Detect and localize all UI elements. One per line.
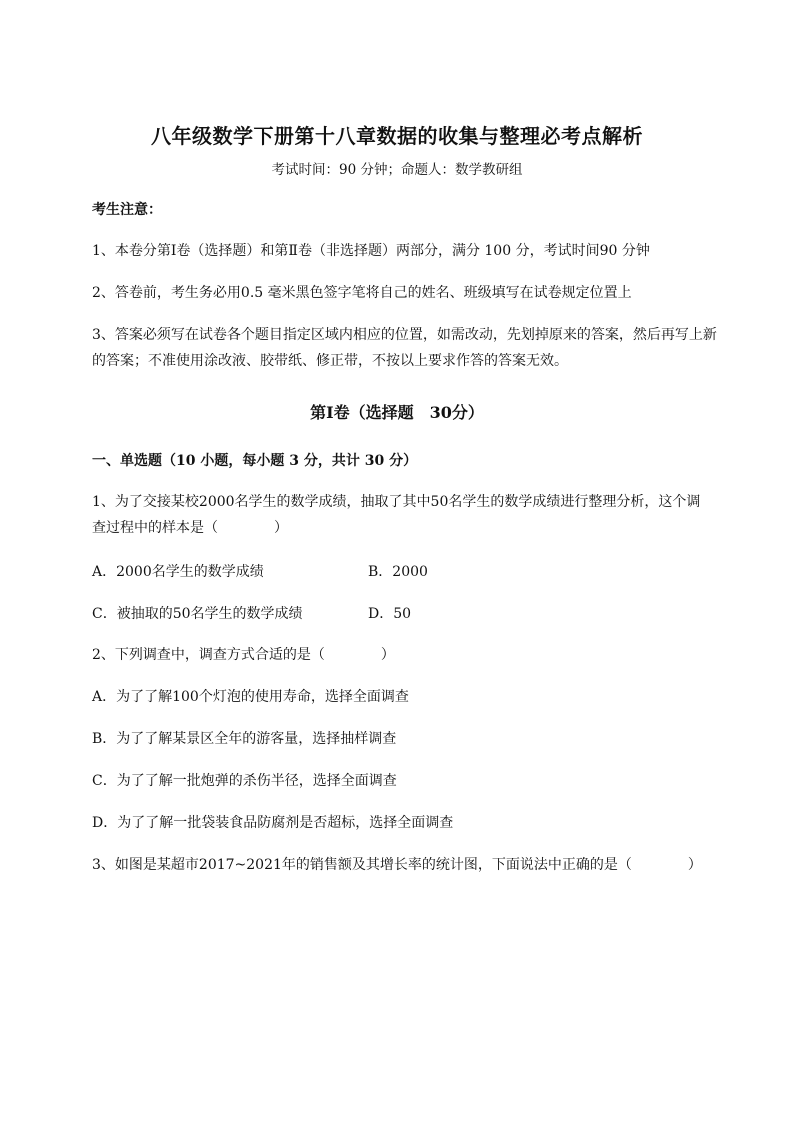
q2-stem-suffix: ） (380, 647, 395, 663)
q1-option-a: A．2000名学生的数学成绩 (92, 564, 264, 580)
q3-stem-suffix: ） (687, 857, 702, 873)
q2-option-c: C．为了了解一批炮弹的杀伤半径，选择全面调查 (92, 773, 397, 789)
q2-option-b: B．为了了解某景区全年的游客量，选择抽样调查 (92, 731, 397, 747)
q1-stem-prefix: 查过程中的样本是（ (92, 520, 218, 536)
part1-title: 第Ⅰ卷（选择题 30分） (310, 403, 484, 422)
exam-title: 八年级数学下册第十八章数据的收集与整理必考点解析 (151, 124, 643, 148)
q1-option-d: D．50 (368, 606, 412, 622)
q1-option-b: B．2000 (368, 564, 428, 580)
q2-stem-prefix: 2、下列调查中，调查方式合适的是（ (92, 647, 325, 663)
note-item-3-line-2: 的答案；不准使用涂改液、胶带纸、修正带，不按以上要求作答的答案无效。 (92, 353, 568, 369)
section-single-choice: 一、单选题（10 小题，每小题 3 分，共计 30 分） (92, 453, 418, 469)
q1-stem-line-2 (92, 518, 732, 538)
q3-stem (92, 855, 732, 875)
notes-heading: 考生注意： (92, 202, 162, 218)
q1-stem-line-1: 1、为了交接某校2000名学生的数学成绩，抽取了其中50名学生的数学成绩进行整理分析，这个调 (92, 494, 701, 510)
note-item-2: 2、答卷前，考生务必用0.5 毫米黑色签字笔将自己的姓名、班级填写在试卷规定位置上 (92, 285, 632, 301)
q2-stem (92, 645, 732, 665)
q2-option-d: D．为了了解一批袋装食品防腐剂是否超标，选择全面调查 (92, 815, 454, 831)
exam-subtitle: 考试时间：90 分钟；命题人：数学教研组 (271, 162, 523, 178)
q1-option-c: C．被抽取的50名学生的数学成绩 (92, 606, 303, 622)
q1-stem-suffix: ） (274, 520, 288, 536)
q3-stem-prefix: 3、如图是某超市2017~2021年的销售额及其增长率的统计图，下面说法中正确的是（ (92, 857, 632, 873)
note-item-1: 1、本卷分第Ⅰ卷（选择题）和第Ⅱ卷（非选择题）两部分，满分 100 分，考试时间90 分钟 (92, 243, 650, 259)
q2-option-a: A．为了了解100个灯泡的使用寿命，选择全面调查 (92, 689, 409, 705)
note-item-3-line-1: 3、答案必须写在试卷各个题目指定区域内相应的位置，如需改动，先划掉原来的答案，然后再写上新 (92, 327, 717, 343)
